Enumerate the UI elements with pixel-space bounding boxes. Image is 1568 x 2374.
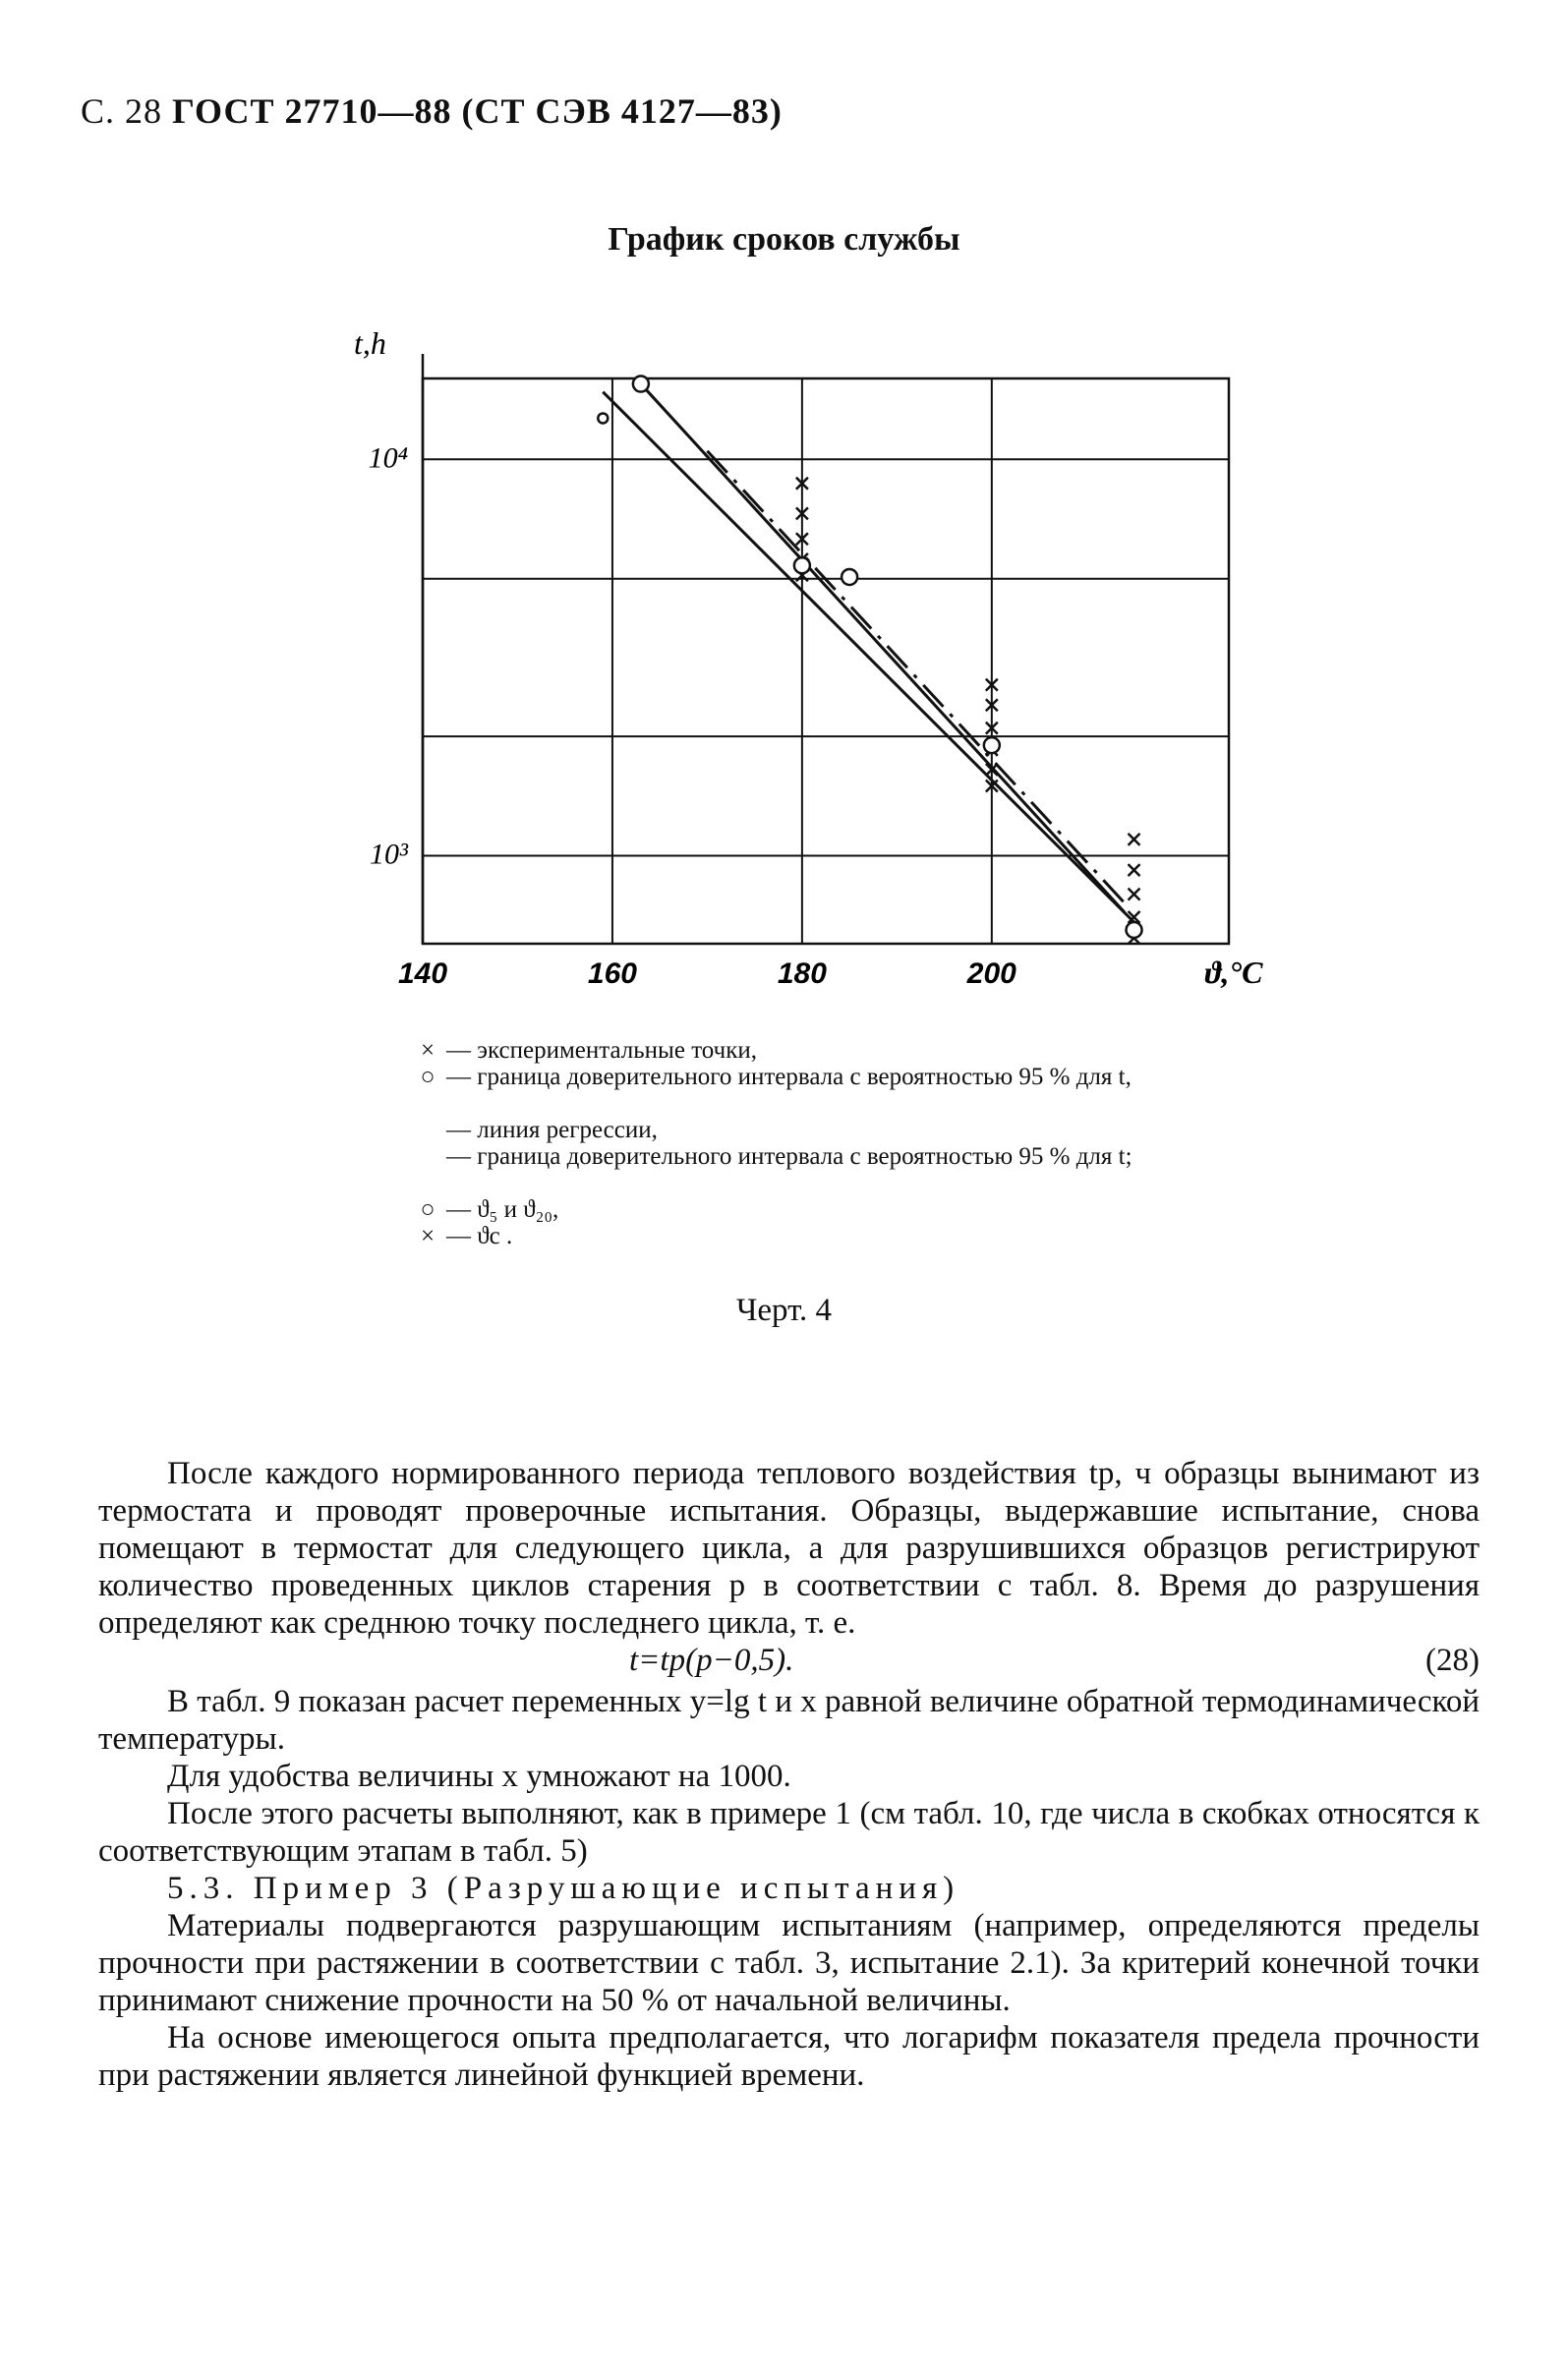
legend-text: — граница доверительного интервала с вероятностью 95 % для t; (446, 1143, 1132, 1170)
standard-title: ГОСТ 27710—88 (СТ СЭВ 4127—83) (172, 91, 783, 131)
body-text (98, 1455, 1480, 2094)
chart-title: График сроков службы (608, 221, 960, 258)
circle-point (984, 737, 1000, 753)
x-axis-label: ϑ,°C (1204, 955, 1263, 990)
x-tick-label: 160 (587, 957, 637, 990)
chart-lines (603, 384, 1133, 923)
chart-labels (354, 325, 1263, 990)
legend-text: — ϑc . (446, 1223, 513, 1249)
series-line-2 (707, 451, 1124, 903)
lifetime-chart (315, 324, 1278, 1013)
circle-point (842, 569, 857, 585)
y-tick-label: 10⁴ (368, 441, 408, 475)
page-header (81, 90, 783, 132)
paragraph: В табл. 9 показан расчет переменных y=lg t и x равной величине обратной термодинамической температуры. (98, 1684, 1480, 1757)
cross-icon: × (420, 1037, 436, 1064)
section-heading: 5.3. Пример 3 (Разрушающие испытания) (167, 1871, 960, 1906)
formula-expression: t=tp(p−0,5). (629, 1643, 794, 1678)
chart-grid (423, 354, 1229, 944)
figure-caption: Черт. 4 (735, 1293, 833, 1328)
experimental-point (1129, 889, 1140, 900)
circle-point (1127, 922, 1142, 938)
paragraph: После этого расчеты выполняют, как в примере 1 (см табл. 10, где числа в скобках относятся к соответствующим этапам в табл. 5) (98, 1796, 1480, 1869)
circle-point (598, 413, 608, 423)
experimental-point (1129, 864, 1140, 876)
formula (98, 1642, 1480, 1683)
cross-icon: × (420, 1223, 436, 1249)
legend-text: — экспериментальные точки, (446, 1037, 757, 1064)
experimental-point (1129, 834, 1140, 845)
plot-frame (423, 378, 1229, 944)
y-axis-label: t,h (354, 325, 386, 361)
series-line-0 (641, 384, 1125, 913)
circle-point (794, 557, 810, 573)
series-line-1 (603, 392, 1133, 922)
x-tick-label: 140 (397, 957, 448, 990)
circle-point (633, 376, 649, 392)
legend-text: — линия регрессии, (446, 1117, 658, 1143)
paragraph: После каждого нормированного периода теплового воздействия tp, ч образцы вынимают из термостата и проводят проверочные испытания. Образцы, выдержавшие испытание, снова помещают в термостат для следующего цикла, а для разрушившихся образцов регистрируют количество проведенных циклов старения p в соответствии с табл. 8. Время до разрушения определяют как среднюю точку последнего цикла, т. е. (98, 1456, 1480, 1641)
circle-icon: ○ (420, 1196, 436, 1223)
y-tick-label: 10³ (370, 838, 408, 871)
paragraph: Для удобства величины x умножают на 1000. (167, 1759, 791, 1794)
paragraph: Материалы подвергаются разрушающим испытаниям (например, определяются пределы прочности при растяжении в соответствии с табл. 3, испытание 2.1). За критерий конечной точки принимают снижение прочности на 50 % от начальной величины. (98, 1908, 1480, 2018)
page-number: С. 28 (81, 91, 163, 131)
legend-text: — ϑ₅ и ϑ₂₀, (446, 1196, 559, 1223)
x-tick-label: 200 (966, 957, 1016, 990)
x-tick-label: 180 (777, 957, 827, 990)
paragraph: На основе имеющегося опыта предполагается, что логарифм показателя предела прочности при растяжении является линейной функцией времени. (98, 2020, 1480, 2093)
legend-text: — граница доверительного интервала с вероятностью 95 % для t, (446, 1064, 1132, 1090)
formula-number: (28) (1425, 1643, 1480, 1678)
circle-icon: ○ (420, 1064, 436, 1090)
